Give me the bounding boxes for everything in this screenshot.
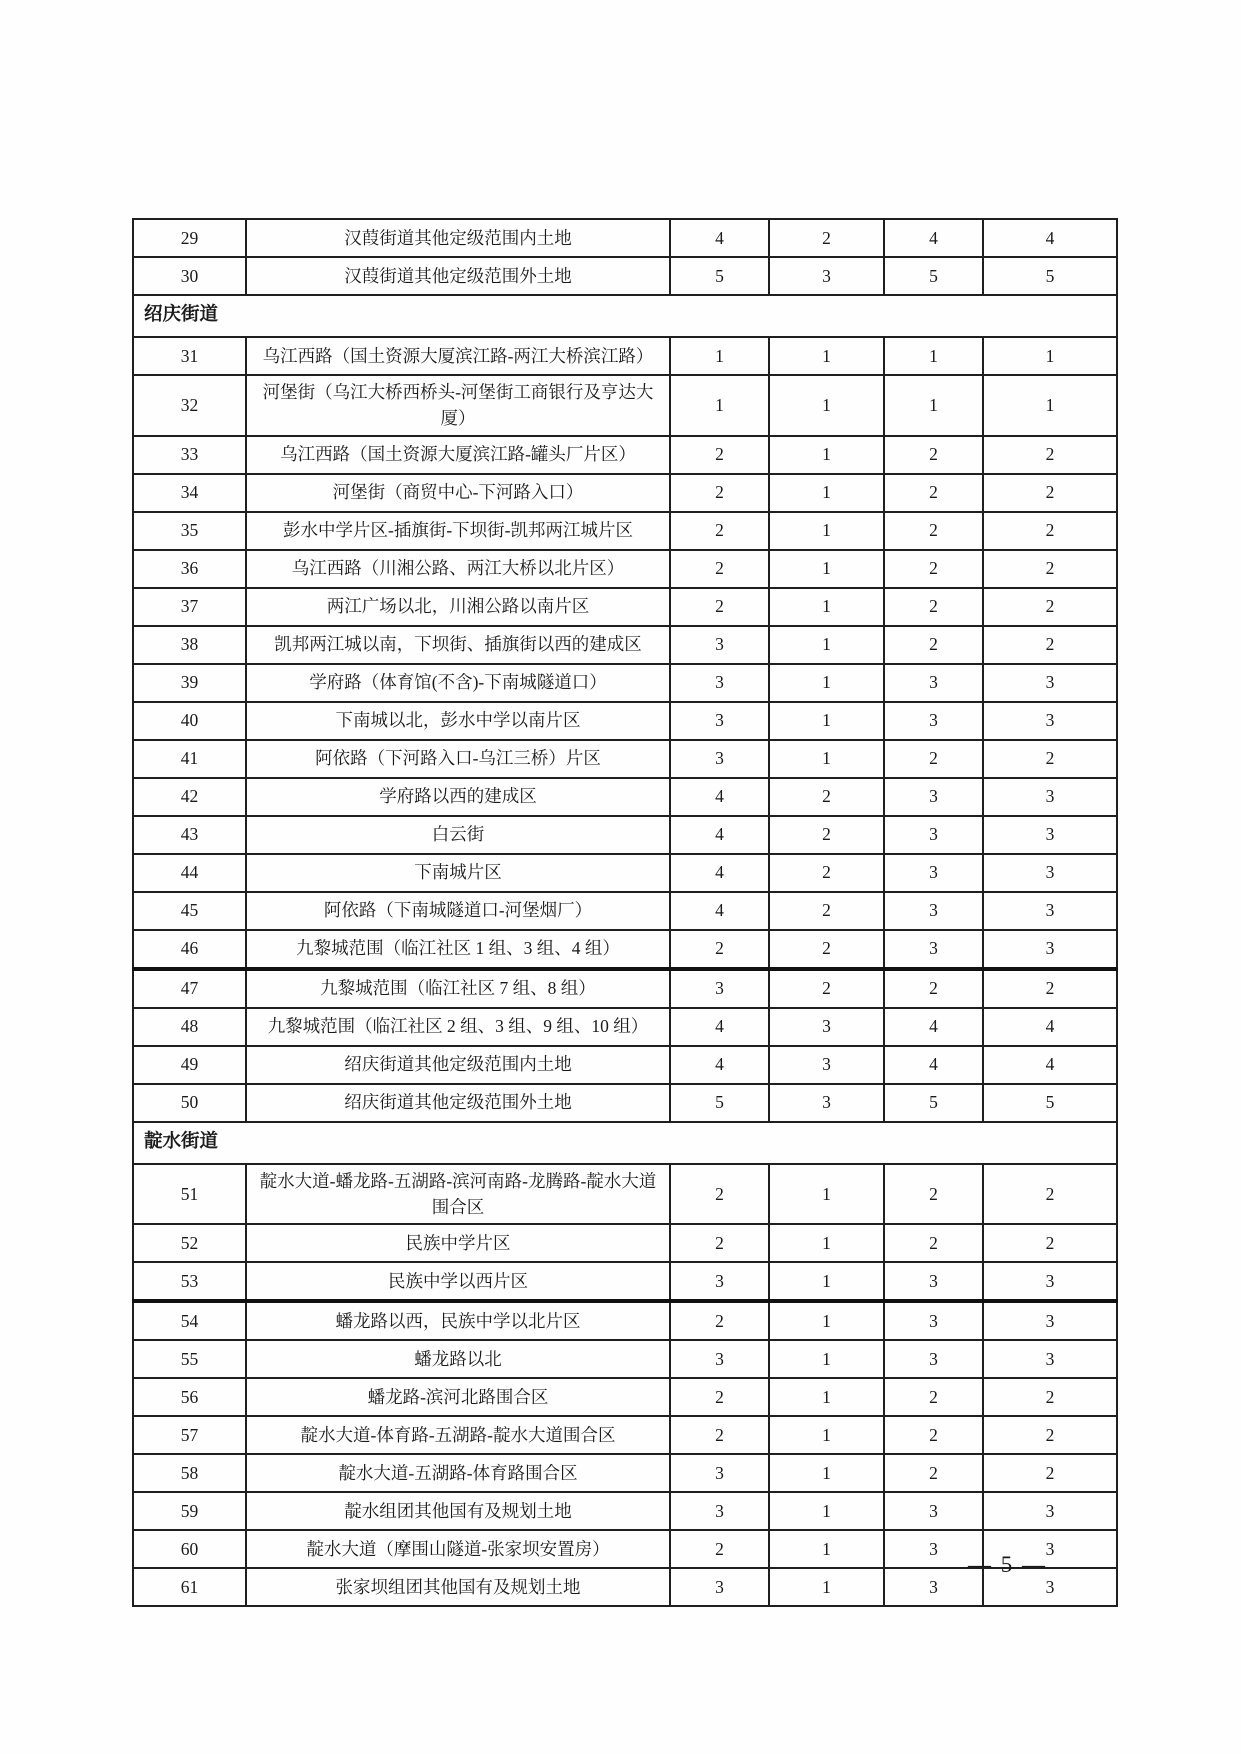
row-description: 靛水大道（摩围山隧道-张家坝安置房） <box>246 1530 670 1568</box>
grade-value: 2 <box>670 1530 769 1568</box>
grade-value: 2 <box>769 816 884 854</box>
table-row <box>133 1262 1117 1301</box>
grade-value: 3 <box>884 892 983 930</box>
grade-value: 2 <box>983 588 1117 626</box>
grade-value: 3 <box>884 854 983 892</box>
grade-value: 1 <box>769 740 884 778</box>
grade-value: 2 <box>670 930 769 969</box>
grade-value: 3 <box>983 1301 1117 1340</box>
grade-value: 1 <box>670 375 769 436</box>
grade-value: 4 <box>670 219 769 257</box>
grade-value: 2 <box>670 1416 769 1454</box>
grade-value: 3 <box>983 1568 1117 1606</box>
row-description: 靛水大道-蟠龙路-五湖路-滨河南路-龙腾路-靛水大道围合区 <box>246 1164 670 1225</box>
grade-value: 4 <box>670 1046 769 1084</box>
grade-value: 2 <box>670 474 769 512</box>
grade-value: 2 <box>983 1164 1117 1225</box>
row-description: 学府路以西的建成区 <box>246 778 670 816</box>
grade-value: 1 <box>884 337 983 375</box>
table-row <box>133 588 1117 626</box>
grade-value: 3 <box>884 778 983 816</box>
grade-value: 5 <box>670 257 769 295</box>
grade-value: 1 <box>983 375 1117 436</box>
row-description: 张家坝组团其他国有及规划土地 <box>246 1568 670 1606</box>
grade-value: 2 <box>983 550 1117 588</box>
grade-value: 3 <box>983 1530 1117 1568</box>
grade-value: 5 <box>884 1084 983 1122</box>
grade-value: 2 <box>670 550 769 588</box>
grade-value: 3 <box>670 1340 769 1378</box>
grade-value: 1 <box>769 436 884 474</box>
section-header-row <box>133 1122 1117 1164</box>
grade-value: 3 <box>670 664 769 702</box>
row-number: 39 <box>133 664 246 702</box>
row-description: 汉葭街道其他定级范围外土地 <box>246 257 670 295</box>
row-description: 九黎城范围（临江社区 7 组、8 组） <box>246 969 670 1008</box>
row-description: 学府路（体育馆(不含)-下南城隧道口） <box>246 664 670 702</box>
grade-value: 2 <box>983 740 1117 778</box>
grade-value: 3 <box>983 816 1117 854</box>
section-label: 绍庆街道 <box>133 295 1117 337</box>
table-row <box>133 930 1117 969</box>
row-description: 河堡街（乌江大桥西桥头-河堡街工商银行及亨达大厦） <box>246 375 670 436</box>
grade-value: 2 <box>983 626 1117 664</box>
grade-value: 2 <box>670 1378 769 1416</box>
grade-value: 1 <box>769 550 884 588</box>
grade-value: 3 <box>670 1454 769 1492</box>
grade-value: 3 <box>884 1492 983 1530</box>
grade-value: 3 <box>983 930 1117 969</box>
grade-value: 3 <box>884 702 983 740</box>
section-header-row <box>133 295 1117 337</box>
row-number: 32 <box>133 375 246 436</box>
row-number: 48 <box>133 1008 246 1046</box>
table-row <box>133 1492 1117 1530</box>
grade-value: 1 <box>769 702 884 740</box>
row-number: 56 <box>133 1378 246 1416</box>
row-description: 两江广场以北，川湘公路以南片区 <box>246 588 670 626</box>
grade-value: 4 <box>983 1008 1117 1046</box>
row-description: 靛水组团其他国有及规划土地 <box>246 1492 670 1530</box>
grade-value: 2 <box>983 1454 1117 1492</box>
row-number: 44 <box>133 854 246 892</box>
row-description: 白云街 <box>246 816 670 854</box>
row-number: 59 <box>133 1492 246 1530</box>
row-number: 35 <box>133 512 246 550</box>
row-number: 49 <box>133 1046 246 1084</box>
table-row <box>133 1224 1117 1262</box>
row-number: 61 <box>133 1568 246 1606</box>
row-number: 43 <box>133 816 246 854</box>
table-row <box>133 778 1117 816</box>
grade-value: 1 <box>769 588 884 626</box>
table-row <box>133 664 1117 702</box>
grade-value: 1 <box>769 1530 884 1568</box>
grade-value: 2 <box>884 740 983 778</box>
row-description: 蟠龙路以北 <box>246 1340 670 1378</box>
row-number: 50 <box>133 1084 246 1122</box>
row-description: 绍庆街道其他定级范围内土地 <box>246 1046 670 1084</box>
grade-value: 1 <box>769 474 884 512</box>
table-row <box>133 816 1117 854</box>
table-row <box>133 1416 1117 1454</box>
table-row <box>133 1301 1117 1340</box>
grade-value: 4 <box>670 816 769 854</box>
grade-value: 1 <box>769 375 884 436</box>
table-row <box>133 257 1117 295</box>
grade-value: 3 <box>884 930 983 969</box>
grade-value: 3 <box>983 1340 1117 1378</box>
grade-value: 2 <box>670 436 769 474</box>
row-description: 乌江西路（国土资源大厦滨江路-两江大桥滨江路） <box>246 337 670 375</box>
grade-value: 3 <box>769 257 884 295</box>
grade-value: 2 <box>884 1416 983 1454</box>
table-row <box>133 550 1117 588</box>
row-description: 凯邦两江城以南，下坝街、插旗街以西的建成区 <box>246 626 670 664</box>
table-row <box>133 474 1117 512</box>
table-row <box>133 436 1117 474</box>
row-number: 52 <box>133 1224 246 1262</box>
table-row <box>133 1454 1117 1492</box>
grade-value: 1 <box>769 1164 884 1225</box>
grade-value: 2 <box>670 1224 769 1262</box>
row-description: 蟠龙路-滨河北路围合区 <box>246 1378 670 1416</box>
grade-value: 2 <box>884 1378 983 1416</box>
grade-value: 3 <box>769 1046 884 1084</box>
grade-value: 2 <box>983 436 1117 474</box>
row-number: 45 <box>133 892 246 930</box>
grade-value: 2 <box>983 474 1117 512</box>
grade-value: 3 <box>670 702 769 740</box>
grade-value: 2 <box>769 219 884 257</box>
grade-value: 3 <box>769 1084 884 1122</box>
grade-value: 1 <box>769 1416 884 1454</box>
row-number: 54 <box>133 1301 246 1340</box>
grade-value: 3 <box>983 892 1117 930</box>
table-row <box>133 1340 1117 1378</box>
grade-value: 5 <box>884 257 983 295</box>
grade-value: 1 <box>769 1568 884 1606</box>
grade-value: 4 <box>670 892 769 930</box>
grade-value: 2 <box>670 1301 769 1340</box>
row-description: 靛水大道-五湖路-体育路围合区 <box>246 1454 670 1492</box>
row-description: 靛水大道-体育路-五湖路-靛水大道围合区 <box>246 1416 670 1454</box>
grade-value: 2 <box>670 512 769 550</box>
grade-value: 1 <box>769 1262 884 1301</box>
grade-value: 3 <box>884 664 983 702</box>
grade-value: 2 <box>983 1224 1117 1262</box>
grade-value: 3 <box>983 702 1117 740</box>
row-description: 下南城以北，彭水中学以南片区 <box>246 702 670 740</box>
row-description: 彭水中学片区-插旗街-下坝街-凯邦两江城片区 <box>246 512 670 550</box>
row-number: 40 <box>133 702 246 740</box>
row-number: 36 <box>133 550 246 588</box>
grade-value: 1 <box>670 337 769 375</box>
grade-value: 1 <box>769 626 884 664</box>
grade-value: 3 <box>983 1262 1117 1301</box>
row-number: 33 <box>133 436 246 474</box>
grade-value: 3 <box>769 1008 884 1046</box>
grade-value: 3 <box>670 969 769 1008</box>
grade-value: 2 <box>983 1416 1117 1454</box>
grade-value: 2 <box>769 930 884 969</box>
grade-value: 2 <box>884 474 983 512</box>
grade-value: 1 <box>769 337 884 375</box>
row-description: 九黎城范围（临江社区 2 组、3 组、9 组、10 组） <box>246 1008 670 1046</box>
row-number: 29 <box>133 219 246 257</box>
row-description: 九黎城范围（临江社区 1 组、3 组、4 组） <box>246 930 670 969</box>
grade-value: 3 <box>884 1262 983 1301</box>
grade-value: 3 <box>670 626 769 664</box>
table-row <box>133 702 1117 740</box>
table-row <box>133 626 1117 664</box>
grade-value: 4 <box>670 1008 769 1046</box>
grade-value: 2 <box>769 892 884 930</box>
grade-value: 4 <box>670 778 769 816</box>
table-row <box>133 337 1117 375</box>
grade-value: 2 <box>884 1454 983 1492</box>
grade-value: 3 <box>884 1568 983 1606</box>
grade-value: 3 <box>670 1492 769 1530</box>
grade-value: 3 <box>884 816 983 854</box>
grade-value: 5 <box>983 1084 1117 1122</box>
row-description: 民族中学以西片区 <box>246 1262 670 1301</box>
row-number: 38 <box>133 626 246 664</box>
grade-value: 3 <box>983 778 1117 816</box>
table-row <box>133 1046 1117 1084</box>
row-number: 42 <box>133 778 246 816</box>
table-row <box>133 1164 1117 1225</box>
row-description: 蟠龙路以西，民族中学以北片区 <box>246 1301 670 1340</box>
grade-value: 2 <box>983 969 1117 1008</box>
grade-value: 2 <box>884 1164 983 1225</box>
land-grade-table <box>132 218 1118 1607</box>
grade-value: 2 <box>884 626 983 664</box>
grade-value: 4 <box>983 219 1117 257</box>
grade-value: 5 <box>983 257 1117 295</box>
table-row <box>133 375 1117 436</box>
row-number: 57 <box>133 1416 246 1454</box>
grade-value: 3 <box>670 740 769 778</box>
row-description: 乌江西路（川湘公路、两江大桥以北片区） <box>246 550 670 588</box>
row-number: 46 <box>133 930 246 969</box>
grade-value: 2 <box>983 1378 1117 1416</box>
grade-value: 2 <box>769 854 884 892</box>
grade-value: 3 <box>884 1301 983 1340</box>
grade-value: 4 <box>983 1046 1117 1084</box>
row-description: 下南城片区 <box>246 854 670 892</box>
row-number: 47 <box>133 969 246 1008</box>
row-description: 汉葭街道其他定级范围内土地 <box>246 219 670 257</box>
grade-value: 2 <box>769 778 884 816</box>
table-row <box>133 1008 1117 1046</box>
row-number: 53 <box>133 1262 246 1301</box>
grade-value: 1 <box>769 1224 884 1262</box>
row-number: 31 <box>133 337 246 375</box>
land-grade-table-body <box>133 219 1117 1606</box>
grade-value: 5 <box>670 1084 769 1122</box>
row-number: 51 <box>133 1164 246 1225</box>
grade-value: 2 <box>670 588 769 626</box>
grade-value: 3 <box>983 854 1117 892</box>
grade-value: 1 <box>884 375 983 436</box>
grade-value: 3 <box>884 1340 983 1378</box>
grade-value: 2 <box>769 969 884 1008</box>
row-number: 30 <box>133 257 246 295</box>
table-row <box>133 969 1117 1008</box>
row-number: 34 <box>133 474 246 512</box>
row-description: 乌江西路（国土资源大厦滨江路-罐头厂片区） <box>246 436 670 474</box>
grade-value: 3 <box>670 1568 769 1606</box>
grade-value: 1 <box>769 664 884 702</box>
table-row <box>133 512 1117 550</box>
grade-value: 1 <box>769 1301 884 1340</box>
grade-value: 2 <box>884 512 983 550</box>
grade-value: 4 <box>670 854 769 892</box>
row-number: 55 <box>133 1340 246 1378</box>
grade-value: 2 <box>884 1224 983 1262</box>
row-description: 河堡街（商贸中心-下河路入口） <box>246 474 670 512</box>
row-description: 阿依路（下河路入口-乌江三桥）片区 <box>246 740 670 778</box>
grade-value: 1 <box>769 1340 884 1378</box>
grade-value: 1 <box>769 1454 884 1492</box>
table-row <box>133 1378 1117 1416</box>
grade-value: 1 <box>983 337 1117 375</box>
grade-value: 2 <box>884 550 983 588</box>
grade-value: 4 <box>884 1046 983 1084</box>
table-row <box>133 1084 1117 1122</box>
grade-value: 2 <box>884 969 983 1008</box>
table-row <box>133 854 1117 892</box>
grade-value: 1 <box>769 1378 884 1416</box>
table-row <box>133 219 1117 257</box>
row-number: 41 <box>133 740 246 778</box>
grade-value: 2 <box>884 588 983 626</box>
table-row <box>133 892 1117 930</box>
grade-value: 3 <box>884 1530 983 1568</box>
row-description: 绍庆街道其他定级范围外土地 <box>246 1084 670 1122</box>
row-number: 60 <box>133 1530 246 1568</box>
row-number: 37 <box>133 588 246 626</box>
grade-value: 2 <box>983 512 1117 550</box>
section-label: 靛水街道 <box>133 1122 1117 1164</box>
grade-value: 4 <box>884 1008 983 1046</box>
grade-value: 3 <box>983 1492 1117 1530</box>
grade-value: 3 <box>983 664 1117 702</box>
row-description: 民族中学片区 <box>246 1224 670 1262</box>
grade-value: 4 <box>884 219 983 257</box>
row-number: 58 <box>133 1454 246 1492</box>
grade-value: 2 <box>670 1164 769 1225</box>
page-number: — 5 — <box>968 1552 1047 1577</box>
grade-value: 3 <box>670 1262 769 1301</box>
table-row <box>133 740 1117 778</box>
grade-value: 1 <box>769 512 884 550</box>
grade-value: 1 <box>769 1492 884 1530</box>
row-description: 阿依路（下南城隧道口-河堡烟厂） <box>246 892 670 930</box>
grade-value: 2 <box>884 436 983 474</box>
